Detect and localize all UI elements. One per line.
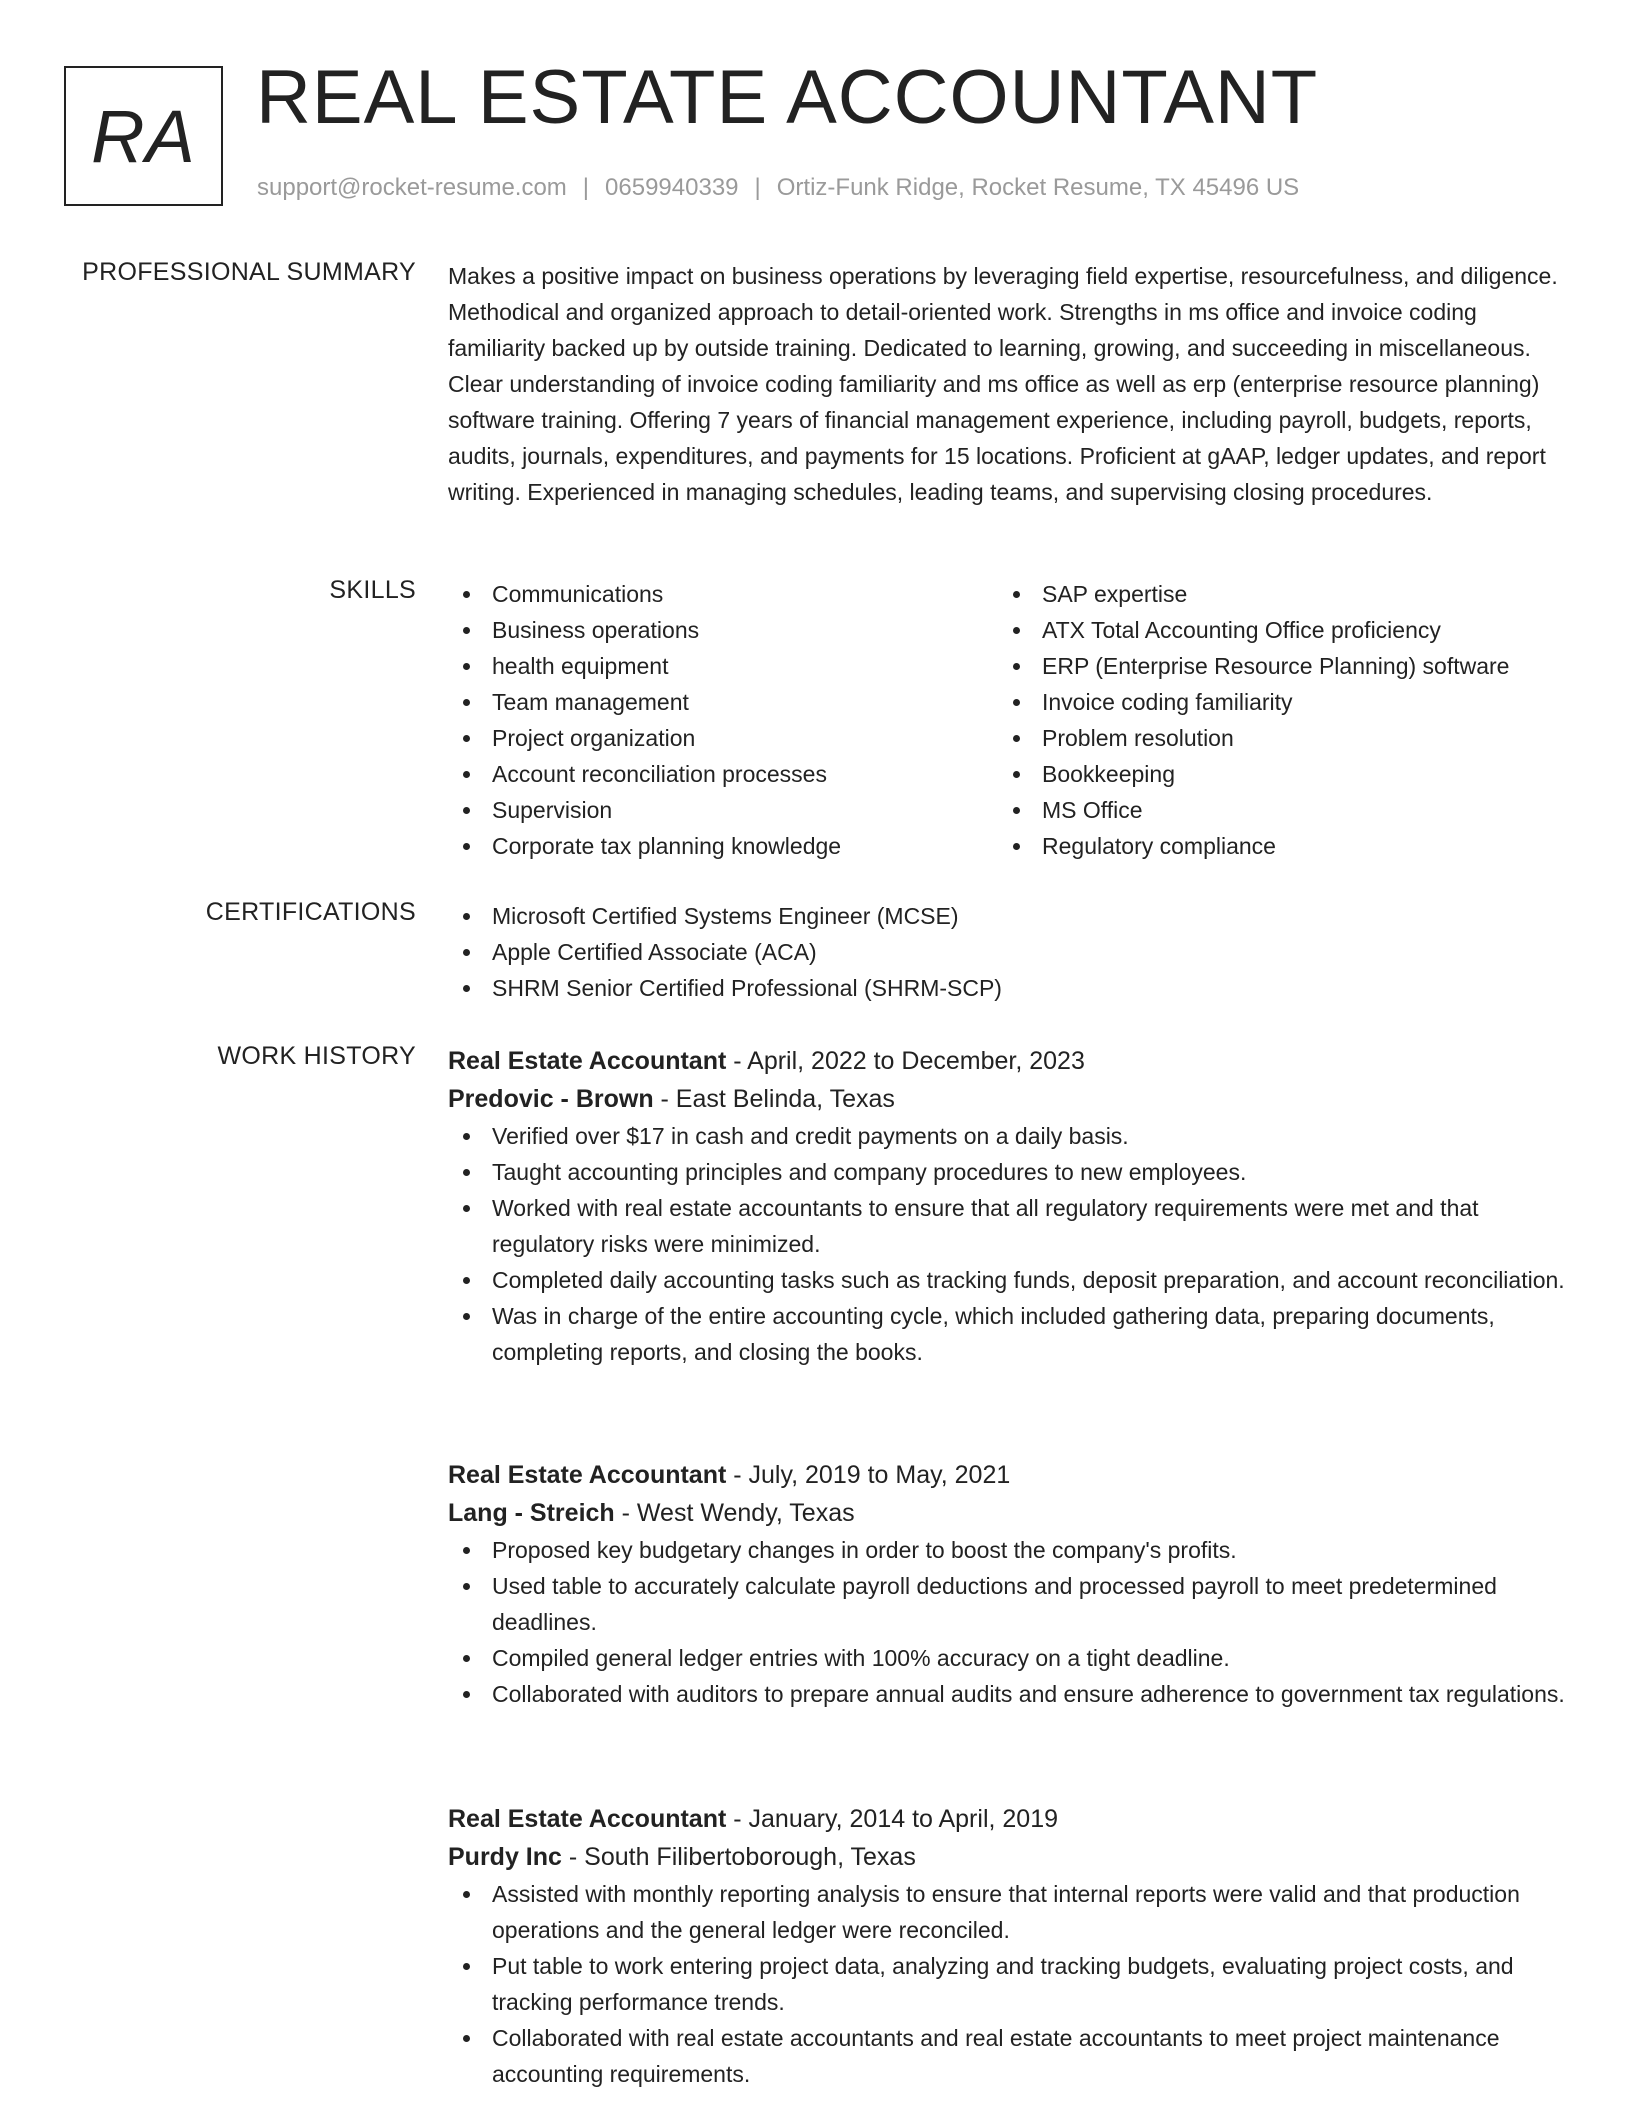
job-bullet: Verified over $17 in cash and credit payments on a daily basis. <box>448 1118 1566 1154</box>
job-bullet-list <box>448 1118 1566 1370</box>
skill-item: SAP expertise <box>998 576 1548 612</box>
job-title: Real Estate Accountant <box>448 1047 727 1075</box>
job-bullet: Completed daily accounting tasks such as tracking funds, deposit preparation, and account reconciliation. <box>448 1262 1566 1298</box>
job-body <box>448 1800 1566 2092</box>
job-company-line <box>448 1494 1566 1532</box>
contact-address: Ortiz-Funk Ridge, Rocket Resume, TX 45496 US <box>776 174 1300 201</box>
job-bullet-list <box>448 1876 1566 2092</box>
skills-list-left <box>448 576 998 864</box>
skills-list-right <box>998 576 1548 864</box>
job-dates: - January, 2014 to April, 2019 <box>726 1805 1059 1833</box>
job-bullet: Proposed key budgetary changes in order to boost the company's profits. <box>448 1532 1566 1568</box>
skill-item: Team management <box>448 684 998 720</box>
job-company: Purdy Inc <box>448 1843 562 1871</box>
job-title: Real Estate Accountant <box>448 1461 727 1489</box>
job-company: Lang - Streich <box>448 1499 615 1527</box>
job-location: - East Belinda, Texas <box>653 1085 895 1113</box>
skill-item: Project organization <box>448 720 998 756</box>
job-bullet-list <box>448 1532 1566 1712</box>
job-title-line <box>448 1800 1566 1838</box>
skill-item: Bookkeeping <box>998 756 1548 792</box>
monogram-initials: RA <box>91 94 196 178</box>
job-bullet: Put table to work entering project data, analyzing and tracking budgets, evaluating project costs, and tracking performance trends. <box>448 1948 1566 2020</box>
summary-text: Makes a positive impact on business operations by leveraging field expertise, resourcefulness, and diligence. Methodical and organized approach to detail-oriented work. Strengths in ms office and invoice coding familiarity backed up by outside training. Dedicated to learning, growing, and succeeding in miscellaneous. Clear understanding of invoice coding familiarity and ms office as well as erp (enterprise resource planning) software training. Offering 7 years of financial management experience, including payroll, budgets, reports, audits, journals, expenditures, and payments for 15 locations. Proficient at gAAP, ledger updates, and report writing. Experienced in managing schedules, leading teams, and supervising closing procedures. <box>448 263 1558 505</box>
skill-item: Corporate tax planning knowledge <box>448 828 998 864</box>
job-bullet: Collaborated with real estate accountants and real estate accountants to meet project maintenance accounting requirements. <box>448 2020 1566 2092</box>
skill-item: Supervision <box>448 792 998 828</box>
contact-line <box>257 174 1299 202</box>
job-title: Real Estate Accountant <box>448 1805 727 1833</box>
skill-item: Communications <box>448 576 998 612</box>
summary-heading: PROFESSIONAL SUMMARY <box>82 258 416 286</box>
job-bullet: Used table to accurately calculate payroll deductions and processed payroll to meet predetermined deadlines. <box>448 1568 1566 1640</box>
contact-separator: | <box>582 174 590 201</box>
certifications-heading: CERTIFICATIONS <box>205 898 416 926</box>
job-location: - South Filibertoborough, Texas <box>561 1843 916 1871</box>
certifications-list <box>448 898 1566 1006</box>
skill-item: ATX Total Accounting Office proficiency <box>998 612 1548 648</box>
job-body <box>448 1042 1566 1370</box>
skill-item: Business operations <box>448 612 998 648</box>
job-bullet: Assisted with monthly reporting analysis to ensure that internal reports were valid and that production operations and the general ledger were reconciled. <box>448 1876 1566 1948</box>
certification-item: Apple Certified Associate (ACA) <box>448 934 1566 970</box>
summary-body <box>448 258 1566 510</box>
job-location: - West Wendy, Texas <box>614 1499 855 1527</box>
skill-item: Regulatory compliance <box>998 828 1548 864</box>
skill-item: health equipment <box>448 648 998 684</box>
certification-item: Microsoft Certified Systems Engineer (MCSE) <box>448 898 1566 934</box>
job-bullet: Taught accounting principles and company procedures to new employees. <box>448 1154 1566 1190</box>
resume-title: REAL ESTATE ACCOUNTANT <box>256 55 1319 140</box>
contact-email[interactable]: support@rocket-resume.com <box>257 174 567 201</box>
job-bullet: Compiled general ledger entries with 100% accuracy on a tight deadline. <box>448 1640 1566 1676</box>
work-history-heading: WORK HISTORY <box>217 1042 416 1070</box>
contact-separator: | <box>754 174 761 201</box>
skills-grid <box>448 576 1566 864</box>
job-dates: - April, 2022 to December, 2023 <box>726 1047 1085 1075</box>
monogram-box <box>64 66 223 206</box>
job-title-line <box>448 1456 1566 1494</box>
job-company-line <box>448 1080 1566 1118</box>
job-bullet: Was in charge of the entire accounting cycle, which included gathering data, preparing documents, completing reports, and closing the books. <box>448 1298 1566 1370</box>
job-bullet: Collaborated with auditors to prepare annual audits and ensure adherence to government tax regulations. <box>448 1676 1566 1712</box>
skills-body <box>448 576 1566 864</box>
job-dates: - July, 2019 to May, 2021 <box>726 1461 1011 1489</box>
job-title-line <box>448 1042 1566 1080</box>
skill-item: MS Office <box>998 792 1548 828</box>
certification-item: SHRM Senior Certified Professional (SHRM-SCP) <box>448 970 1566 1006</box>
skill-item: ERP (Enterprise Resource Planning) software <box>998 648 1548 684</box>
skills-heading: SKILLS <box>329 576 416 604</box>
job-company: Predovic - Brown <box>448 1085 654 1113</box>
contact-phone[interactable]: 0659940339 <box>605 174 739 201</box>
skill-item: Problem resolution <box>998 720 1548 756</box>
certifications-body <box>448 898 1566 1006</box>
skill-item: Account reconciliation processes <box>448 756 998 792</box>
job-company-line <box>448 1838 1566 1876</box>
job-bullet: Worked with real estate accountants to ensure that all regulatory requirements were met and that regulatory risks were minimized. <box>448 1190 1566 1262</box>
skill-item: Invoice coding familiarity <box>998 684 1548 720</box>
job-body <box>448 1456 1566 1712</box>
